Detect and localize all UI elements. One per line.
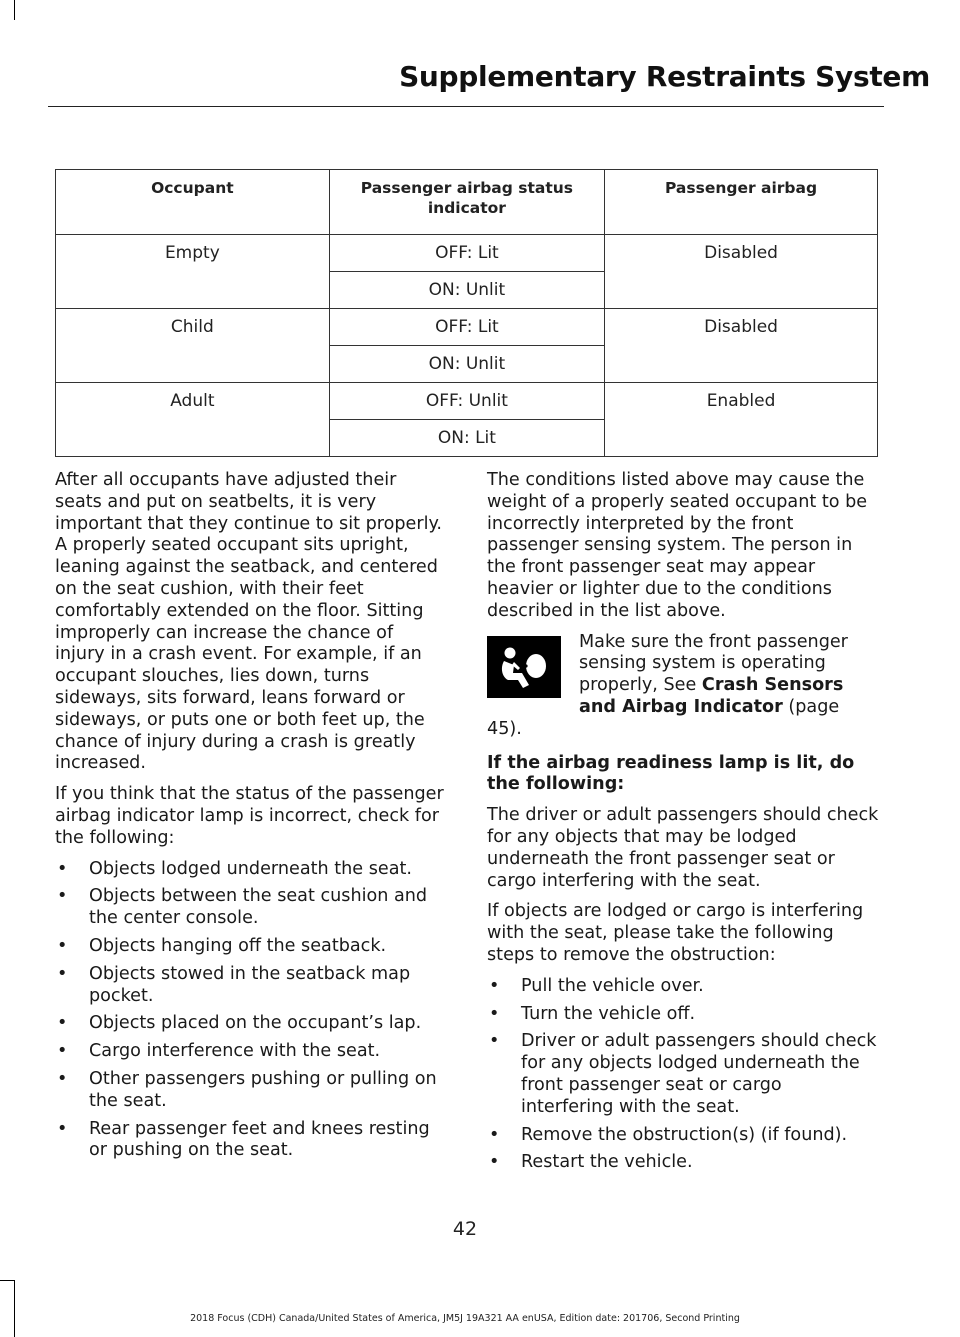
list-item-text: Objects between the seat cushion and the center console. xyxy=(89,886,428,929)
airbag-cell: Disabled xyxy=(605,309,878,383)
column-header-indicator: Passenger airbag status indicator xyxy=(329,170,604,235)
body-paragraph: If you think that the status of the passenger airbag indicator lamp is incorrect, check for the following: xyxy=(55,784,444,848)
notice-page-ref: (page 45). xyxy=(487,696,840,739)
crash-sensors-link[interactable]: Crash Sensors and Airbag Indicator xyxy=(579,675,844,717)
table-header-row xyxy=(56,170,878,235)
column-header-airbag: Passenger airbag xyxy=(605,170,878,235)
list-item xyxy=(55,859,447,881)
list-item xyxy=(55,964,447,1008)
airbag-cell: Disabled xyxy=(605,235,878,309)
page-title: Supplementary Restraints System xyxy=(399,60,930,93)
notice-text: Make sure the front passenger sensing system is operating properly, See xyxy=(579,631,848,696)
indicator-cell: ON: Lit xyxy=(329,420,604,457)
list-item xyxy=(487,1125,879,1147)
list-item xyxy=(55,886,447,930)
indicator-cell: ON: Unlit xyxy=(329,272,604,309)
list-item xyxy=(487,976,879,998)
airbag-warning-icon xyxy=(487,636,561,698)
body-paragraph: The driver or adult passengers should check for any objects that may be lodged underneath the front passenger seat or cargo interfering with the seat. xyxy=(487,805,879,891)
list-item-text: Turn the vehicle off. xyxy=(521,1003,696,1024)
indicator-cell: OFF: Lit xyxy=(329,309,604,346)
list-item-text: Driver or adult passengers should check for any objects lodged underneath the front passenger seat or cargo interfering with the seat. xyxy=(521,1031,877,1117)
bullet: • xyxy=(57,858,68,879)
table-row xyxy=(56,383,878,420)
occupant-cell: Child xyxy=(56,309,330,383)
list-item xyxy=(55,1069,447,1113)
footer-edition-info: 2018 Focus (CDH) Canada/United States of America, JM5J 19A321 AA enUSA, Edition date: 201706, Second Printing xyxy=(190,1313,740,1324)
body-paragraph: After all occupants have adjusted their seats and put on seatbelts, it is very important that they continue to sit properly. A properly seated occupant sits upright, leaning against the seatback, and centered on the seat cushion, with their feet comfortably extended on the floor. Sitting improperly can increase the chance of injury in a crash event. For example, if an occupant slouches, lies down, turns sideways, sits forward, leans forward or sideways, or puts one or both feet up, the chance of injury during a crash is greatly increased. xyxy=(55,470,442,774)
indicator-cell: ON: Unlit xyxy=(329,346,604,383)
left-column xyxy=(55,470,447,1170)
crop-mark-bottom-left xyxy=(14,1280,15,1337)
sensing-system-notice xyxy=(487,632,879,741)
column-header-occupant: Occupant xyxy=(56,170,330,235)
list-item-text: Objects placed on the occupant’s lap. xyxy=(89,1013,422,1034)
bullet: • xyxy=(57,1068,68,1089)
list-item-text: Restart the vehicle. xyxy=(521,1152,693,1173)
section-heading: If the airbag readiness lamp is lit, do the following: xyxy=(487,752,855,795)
checklist xyxy=(55,859,447,1163)
bullet: • xyxy=(57,1041,68,1062)
page-number: 42 xyxy=(452,1218,478,1240)
list-item-text: Remove the obstruction(s) (if found). xyxy=(521,1124,848,1145)
occupant-cell: Adult xyxy=(56,383,330,457)
bullet: • xyxy=(57,1118,68,1139)
bullet: • xyxy=(57,935,68,956)
bullet: • xyxy=(489,1124,500,1145)
bullet: • xyxy=(489,1003,500,1024)
occupant-cell: Empty xyxy=(56,235,330,309)
steps-list xyxy=(487,976,879,1174)
airbag-status-table xyxy=(55,169,878,457)
crop-mark-top-left xyxy=(14,0,15,20)
indicator-cell: OFF: Unlit xyxy=(329,383,604,420)
list-item-text: Rear passenger feet and knees resting or pushing on the seat. xyxy=(89,1118,430,1161)
bullet: • xyxy=(489,1031,500,1052)
list-item xyxy=(487,1004,879,1026)
list-item-text: Objects stowed in the seatback map pocket. xyxy=(89,963,411,1006)
list-item-text: Cargo interference with the seat. xyxy=(89,1041,381,1062)
list-item xyxy=(487,1031,879,1118)
list-item xyxy=(55,936,447,958)
bullet: • xyxy=(489,1152,500,1173)
body-paragraph: The conditions listed above may cause the weight of a properly seated occupant to be incorrectly interpreted by the front passenger sensing system. The person in the front passenger seat may appear heavier or lighter due to the conditions described in the list above. xyxy=(487,470,868,621)
indicator-cell: OFF: Lit xyxy=(329,235,604,272)
body-paragraph: If objects are lodged or cargo is interfering with the seat, please take the following steps to remove the obstruction: xyxy=(487,901,864,965)
bullet: • xyxy=(489,975,500,996)
list-item xyxy=(55,1119,447,1163)
list-item xyxy=(487,1152,879,1174)
list-item-text: Other passengers pushing or pulling on the seat. xyxy=(89,1068,437,1111)
list-item-text: Pull the vehicle over. xyxy=(521,975,704,996)
airbag-cell: Enabled xyxy=(605,383,878,457)
title-divider xyxy=(48,106,884,107)
bullet: • xyxy=(57,886,68,907)
list-item-text: Objects lodged underneath the seat. xyxy=(89,858,412,879)
right-column xyxy=(487,470,879,1182)
table-row xyxy=(56,235,878,272)
bullet: • xyxy=(57,1013,68,1034)
bullet: • xyxy=(57,963,68,984)
crop-mark-bottom-left-h xyxy=(0,1280,14,1281)
list-item-text: Objects hanging off the seatback. xyxy=(89,935,387,956)
table-row xyxy=(56,309,878,346)
list-item xyxy=(55,1013,447,1035)
list-item xyxy=(55,1041,447,1063)
